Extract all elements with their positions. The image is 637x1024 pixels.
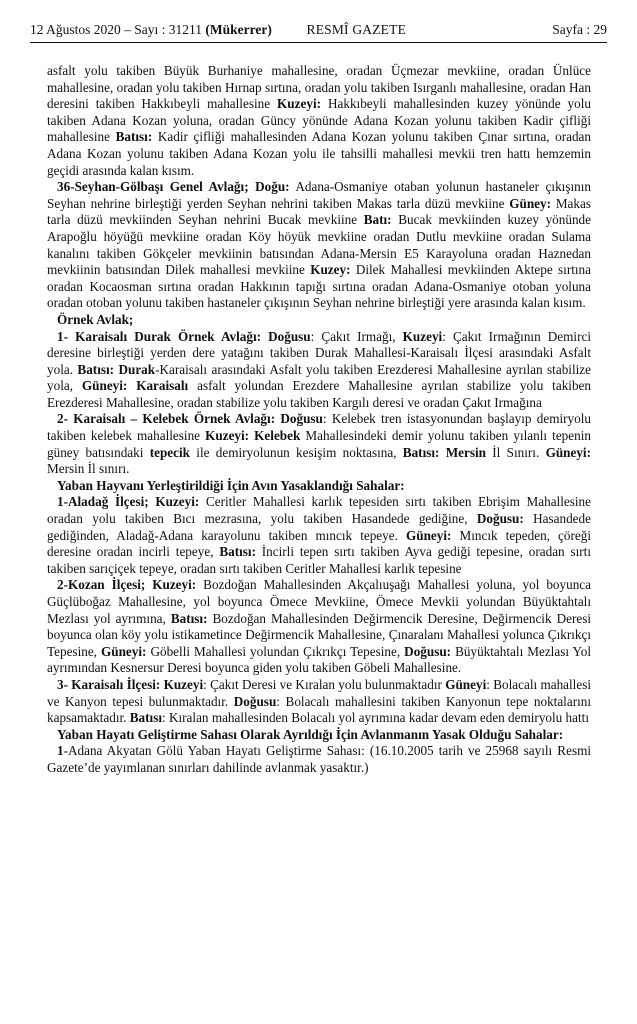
bold-text: Batısı: [170, 610, 208, 626]
paragraph-continuation [47, 63, 591, 179]
text: Hakkıbeyli mahallesinden kuzey yönünde yolu takiben Adana Kozan yoluna, oradan Güncy yönünde Adana Kozan yolunu takiben Kadir çifliği mahallesine [47, 96, 591, 145]
text: asfalt yolu takiben Büyük Burhaniye mahallesine, oradan Üçmezar mevkiine, oradan Ünlüce mahallesine, oradan yolu takiben Hırnap sırtına, oradan yolu takiben Isırganlı mahallesine, oradan Han deresini takiben Hakkıbeyli mahallesine [47, 63, 591, 112]
text: Bozdoğan Mahallesinden Değirmencik Deresine, Değirmencik Deresi boyunca olan köy yolu istikametince Değirmencik Mahallesine, Çınaralanı Mahallesi yolunca Çıkrıkçı Tepesine, [47, 610, 592, 659]
text: Kadir çifliği mahallesinden Adana Kozan yolunu takiben Çınar sırtına, oradan Adana Kozan yolunu takiben Adana Kozan yolu ile tahsilli mahallesi mevkii tren hattı hemzemin geçidi arasında kalan kısım. [47, 129, 591, 178]
paragraph-kozan [47, 577, 591, 677]
text: : Bolacalı mahallesini takiben Kanyonun tepe noktalarını kapsamaktadır. [47, 693, 592, 726]
page-header [30, 18, 607, 38]
text: Bozdoğan Mahallesinden Akçalıuşağı Mahallesi yoluna, yol boyunca Güçlüboğaz Mahallesine, yol boyunca Ömece Mevkiine, Ömece Mevkii yolundan Büyüktahtalı Mezlası yol ayrımına, [47, 577, 591, 626]
paragraph-akyatan [47, 743, 591, 776]
bold-text: Kuzeyi [402, 328, 443, 344]
bold-text: tepecik [149, 444, 190, 460]
header-mukerrer: (Mükerrer) [205, 22, 272, 37]
heading-text: Yaban Hayvanı Yerleştirildiği İçin Avın Yasaklandığı Sahalar: [57, 477, 405, 493]
text: Göbelli Mahallesi yolundan Çıkrıkçı Tepesine, [146, 643, 405, 659]
bold-text: 2-Kozan İlçesi; Kuzeyi: [57, 577, 197, 593]
paragraph-seyhan-golbasi [47, 179, 591, 312]
bold-text: Kuzeyi: Kelebek [205, 428, 301, 444]
paragraph-durak-avlagi [47, 329, 591, 412]
bold-text: 1 [57, 743, 64, 759]
bold-text: Batısı [129, 710, 163, 726]
text: : Bolacalı mahallesi ve Kanyon tepesi bulunmaktadır. [47, 676, 591, 709]
text: Dilek Mahallesi mevkiinden Aktepe sırtına oradan Kocaosman sırtına oradan Hakkının tapığı sırtına oradan Adana-Osmaniye otoban yoluna oradan otoban yolunu takiben hastaneler çıkışının Seyhan nehrine birleştiği yere arasında kalan kısım. [47, 262, 591, 311]
header-page-number: Sayfa : 29 [552, 22, 607, 37]
bold-text: 2- Karaisalı – Kelebek Örnek Avlağı: Doğusu [57, 411, 323, 427]
header-date-issue: 12 Ağustos 2020 – Sayı : 31211 [30, 22, 203, 37]
text: İl Sınırı. [486, 444, 546, 460]
text: -Karaisalı arasındaki Asfalt yolu takiben Erezderesi Mahallesine ayrılan stabilize yola, [47, 361, 591, 394]
bold-text: Güneyi: [405, 527, 452, 543]
text: Mahallesindeki demir yolunu takiben yılanlı tepenin güney batısındaki [47, 428, 591, 460]
document-body [47, 63, 591, 777]
bold-text: Batısı: Mersin [402, 444, 486, 460]
heading-text: Örnek Avlak; [57, 311, 134, 327]
header-rule [30, 42, 607, 43]
text: Büyüktahtalı Mezlası Yol ayrımından Kesnersur Deresi boyunca giden yolu takiben Göbeli Mahallesine. [47, 643, 591, 676]
bold-text: Doğusu: [476, 511, 524, 527]
text: : Kelebek tren istasyonundan başlayıp demiryolu takiben kelebek mahallesine [47, 411, 591, 444]
heading-yaban-hayvani [47, 478, 591, 495]
text: Hasandede gediğinden, Aladağ-Adana karayolunu takiben mıncık tepeye. [47, 511, 591, 543]
bold-text: Doğusu: [404, 643, 452, 659]
text: ile demiryolunun kesişim noktasına, [190, 444, 403, 460]
header-issue [30, 22, 272, 38]
bold-text: Güneyi [445, 676, 487, 692]
text: -Adana Akyatan Gölü Yaban Hayatı Geliştirme Sahası: (16.10.2005 tarih ve 25968 sayılı Resmi Gazete’de yayımlanan sınırları dahilinde avlanmak yasaktır.) [47, 743, 591, 775]
bold-text: Güneyi: [101, 643, 147, 659]
bold-text: Kuzey: [310, 262, 351, 278]
text: Mersin İl sınırı. [47, 461, 130, 477]
bold-text: Batı: [363, 212, 392, 228]
heading-ornek-avlak [47, 312, 591, 329]
paragraph-aladag [47, 494, 591, 577]
bold-text: Batısı: [219, 544, 256, 560]
text: : Çakıt Irmağının Demirci deresine birleştiği yerden dere yatağını takiben Durak Mahallesi-Karaisalı İlçesi arasındaki Asfalt yola. [47, 328, 591, 377]
text: Ceritler Mahallesi karlık tepesiden sırtı takiben Ebrişim Mahallesine oradan yolu takiben Bıcı mezrasına, yolu takiben Hasandede gediğine, [47, 494, 591, 527]
text: İncirli tepen sırtı takiben Ayva gediği tepesine, oradan sırtı takiben sarıçiçek tepeye, oradan sırtı takiben Ceritler Mahallesi karlık tepesine [47, 544, 591, 576]
bold-text: Kuzeyi: [277, 96, 321, 112]
paragraph-kelebek-avlagi [47, 411, 591, 477]
header-gazette-name: RESMÎ GAZETE [306, 22, 407, 37]
text: asfalt yolundan Erezdere Mahallesine ayrılan stabilize yolu takiben Erezderesi Mahallesine, oradan stabilize yolu takiben Kargılı deresi ve oradan Çakıt Irmağına [47, 378, 591, 410]
bold-text: 1- Karaisalı Durak Örnek Avlağı: Doğusu [57, 328, 311, 344]
bold-text: 1-Aladağ İlçesi; Kuzeyi: [57, 494, 200, 510]
text: : Kıralan mahallesinden Bolacalı yol ayrımına kadar devam eden demiryolu hattı [162, 710, 589, 726]
bold-text: Batısı: Durak [77, 361, 156, 377]
bold-text: Güney: [509, 195, 552, 211]
heading-text: Yaban Hayatı Geliştirme Sahası Olarak Ayrıldığı İçin Avlanmanın Yasak Olduğu Sahalar: [57, 726, 564, 742]
text: : Çakıt Deresi ve Kıralan yolu bulunmaktadır [203, 676, 446, 692]
bold-text: 3- Karaisalı İlçesi: Kuzeyi [57, 676, 204, 692]
text: Makas tarla düzü mevkiinden Seyhan nehrini Bucak mevkiine [47, 195, 591, 228]
text: Adana-Osmaniye otaban yolunun hastaneler çıkışının Seyhan nehrine birleştiği yerden Seyhan nehrini takiben Makas tarla düzü mevkiine [47, 179, 591, 211]
bold-text: 36-Seyhan-Gölbaşı Genel Avlağı; Doğu: [57, 179, 290, 195]
bold-text: Doğusu [233, 693, 277, 709]
bold-text: Güneyi: Karaisalı [81, 378, 189, 394]
text: Mıncık tepeden, çöreği deresine oradan incirli tepeye, [47, 527, 591, 560]
paragraph-karaisali [47, 677, 591, 727]
bold-text: Batısı: [115, 129, 153, 145]
bold-text: Güneyi: [545, 444, 591, 460]
heading-gelistirme-sahasi [47, 727, 591, 744]
text: : Çakıt Irmağı, [310, 328, 403, 344]
text: Bucak mevkiinden kuzey yönünde Arapoğlu höyüğü mevkiine oradan Köy höyük mevkiine oradan Dutlu mevkiine oradan Sulama kanalını takiben Gökçeler mevkiinin batısından Adana-Mersin E5 Karayoluna oradan Haznedan mevkiinin batısından Dilek mahallesi mevkiine [47, 212, 591, 278]
